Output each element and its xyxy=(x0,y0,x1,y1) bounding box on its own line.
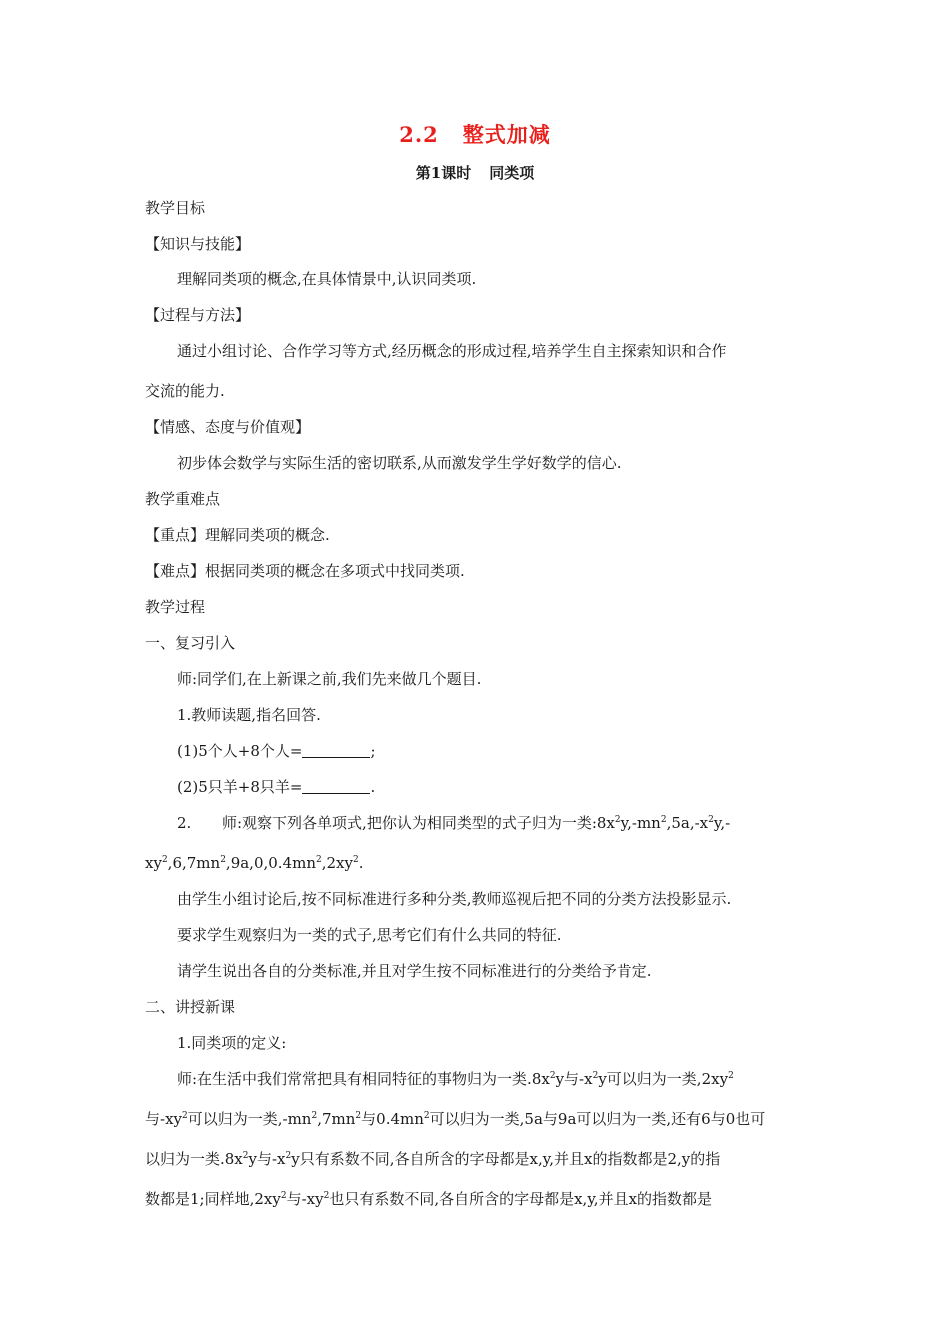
question-1-text: (1)5个人+8个人= xyxy=(177,742,303,760)
process-label: 【过程与方法】 xyxy=(145,306,251,324)
focus-text: 理解同类项的概念. xyxy=(205,526,330,544)
item-1: 1.教师读题,指名回答. xyxy=(177,706,321,724)
question-2-end: . xyxy=(370,778,376,796)
item-2-number: 2. xyxy=(177,814,192,832)
lesson-topic: 同类项 xyxy=(489,164,535,182)
lesson-number: 第1课时 xyxy=(415,164,472,182)
item-2-continued: $xy^2,6,7mn^2,9a,0,0.4mn^2,2xy^2$. xyxy=(145,854,364,872)
difficulty-label: 【难点】 xyxy=(145,562,206,580)
discuss-text: 由学生小组讨论后,按不同标准进行多种分类,教师巡视后把不同的分类方法投影显示. xyxy=(177,890,732,908)
affirm-text: 请学生说出各自的分类标准,并且对学生按不同标准进行的分类给予肯定. xyxy=(177,962,652,980)
process-text-2: 交流的能力. xyxy=(145,382,225,400)
answer-blank-2 xyxy=(302,779,370,794)
question-2 xyxy=(177,777,375,797)
emotion-label: 【情感、态度与价值观】 xyxy=(145,418,311,436)
section-1-heading: 一、复习引入 xyxy=(145,634,236,652)
definition-heading: 1.同类项的定义: xyxy=(177,1034,287,1052)
question-1 xyxy=(177,741,376,761)
explain-line-2: 与$-xy^2$可以归为一类$,-mn^2,7mn^2$与$0.4mn^2$可以归为一类,5a与9a可以归为一类,还有6与0也可 xyxy=(145,1110,766,1128)
emotion-text: 初步体会数学与实际生活的密切联系,从而激发学生学好数学的信心. xyxy=(177,454,622,472)
focus-label: 【重点】 xyxy=(145,526,206,544)
answer-blank-1 xyxy=(302,743,370,758)
item-2: 2. 师:观察下列各单项式,把你认为相同类型的式子归为一类$:8x^2y,-mn^2,5a,-x^2y,-$ xyxy=(177,814,731,832)
document-subtitle xyxy=(0,162,950,183)
explain-start: 师:在生活中我们常常把具有相同特征的事物归为一类. xyxy=(177,1070,532,1088)
question-2-text: (2)5只羊+8只羊= xyxy=(177,778,303,796)
title-number: 2.2 xyxy=(399,122,439,147)
process-heading: 教学过程 xyxy=(145,598,206,616)
document-title xyxy=(0,119,950,149)
focus-line xyxy=(145,525,330,545)
item-2-line2-text: xy xyxy=(145,854,162,872)
difficulty-line xyxy=(145,561,465,581)
knowledge-text: 理解同类项的概念,在具体情景中,认识同类项. xyxy=(177,270,477,288)
goals-heading: 教学目标 xyxy=(145,199,206,217)
process-text-1: 通过小组讨论、合作学习等方式,经历概念的形成过程,培养学生自主探索知识和合作 xyxy=(177,342,727,360)
section-2-heading: 二、讲授新课 xyxy=(145,998,236,1016)
observe-text: 要求学生观察归为一类的式子,思考它们有什么共同的特征. xyxy=(177,926,562,944)
item-2-text: 师:观察下列各单项式,把你认为相同类型的式子归为一类:8x xyxy=(222,814,615,832)
title-text: 整式加减 xyxy=(462,122,551,147)
explain-line-3: 以归为一类$.8x^2y$与$-x^2y$只有系数不同,各自所含的字母都是x,y,并且x的指数都是2,y的指 xyxy=(145,1150,721,1168)
knowledge-label: 【知识与技能】 xyxy=(145,235,251,253)
explain-line-1: 师:在生活中我们常常把具有相同特征的事物归为一类$.8x^2y$与$-x^2y$可以归为一类$,2xy^2$ xyxy=(177,1070,734,1088)
question-1-end: ; xyxy=(370,742,376,760)
explain-line-4: 数都是1;同样地$,2xy^2$与$-xy^2$也只有系数不同,各自所含的字母都是x,y,并且x的指数都是 xyxy=(145,1190,713,1208)
keypoints-heading: 教学重难点 xyxy=(145,490,221,508)
difficulty-text: 根据同类项的概念在多项式中找同类项. xyxy=(205,562,465,580)
teacher-intro: 师:同学们,在上新课之前,我们先来做几个题目. xyxy=(177,670,482,688)
